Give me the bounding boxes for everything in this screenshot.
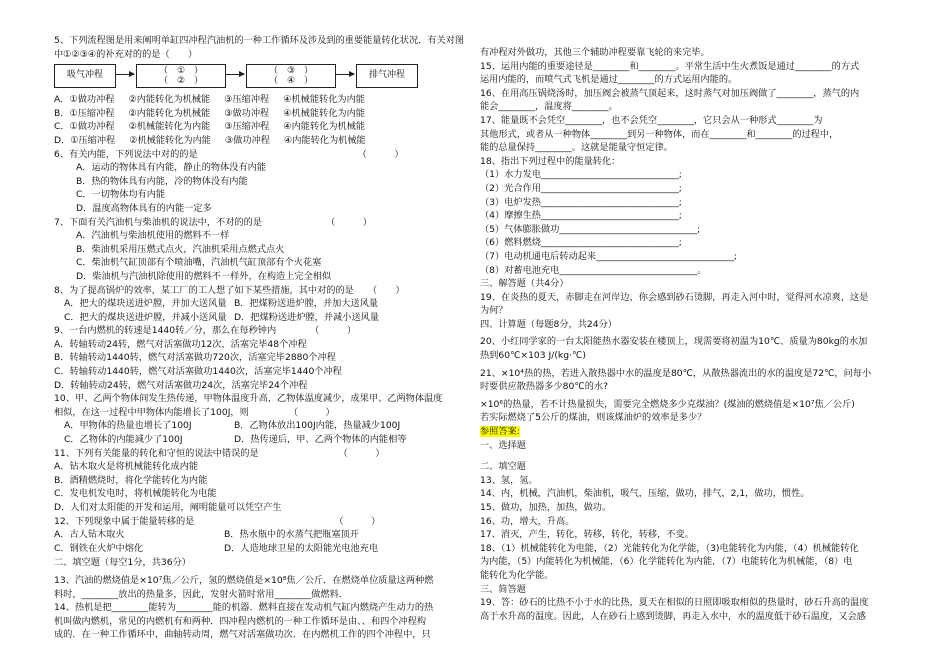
q5b-c4: ④机械能转化为内能 [283,107,365,119]
q11-stem-text: 11、下列有关能量的转化和守恒的说法中错误的是 [54,447,259,459]
q5d-c2: ②机械能转化为内能 [129,134,211,146]
flow-box-exhaust: 排气冲程 [356,64,418,88]
q5-option-b [54,107,468,121]
q10-option-a: A．甲物体的热量也增长了100J [64,420,192,432]
q5a-c2: ②内能转化为机械能 [128,94,211,106]
ans-19-line1: 19、答：砂石的比热不小于水的比热，夏天在相似的日照即吸取相似的热量时，砂石升高的温度 [480,597,869,609]
q7-option-c: C．柴油机气缸顶部有个喷油嘴，汽油机气缸顶部有个火花塞 [76,257,322,269]
q5-stem-line1: 5、下列流程图是用来阐明单缸四冲程汽油机的一种工作循环及涉及到的重要能量转化状况．有关对图中①②③④的补充对的的是（ ） [54,35,465,60]
q18-item-3: （3）电炉发热______________________________; [480,196,682,208]
q6-option-a: A．运动的物体具有内能，静止的物体没有内能 [76,162,267,174]
q17-line3: 能的总量保持________。这就是能量守恒定律。 [480,142,673,154]
q5b-c3: ③做功冲程 [224,107,270,119]
q8-paren: （ ） [367,284,405,296]
answers-label: 参照答案: [480,426,520,438]
q9-option-d: D．转轴转动24转，燃气对活塞做功24次，活塞完毕24个冲程 [54,379,308,391]
q21-line3: ×10⁶的热量，若不计热量损失，需要完全燃烧多少克煤油？(煤油的燃烧值是×10⁷焦／公斤) [480,398,855,410]
q11-stem [54,447,468,461]
q5a-c3: ③压缩冲程 [224,94,270,106]
q10-stem-line1: 10、甲、乙两个物体间发生热传递，甲物体温度升高，乙物体温度减少，成果甲、乙两物体温度 [54,393,443,405]
q7-option-a: A．汽油机与柴油机使用的燃料不一样 [76,230,230,242]
q5d-c3: ③做功冲程 [225,134,270,146]
flow-blank-1: （ ① ） [158,66,204,77]
q8-option-c: C．把大的煤块送进炉膛，并减小送风量 [64,311,227,323]
q20-line1: 20、小红同学家的一台太阳能热水器安装在楼顶上，现需要将初温为10℃、质量为80kg的水加 [480,336,868,348]
flow-arrow-3 [336,74,354,75]
q5c-c4: ④内能转化为机械能 [283,121,366,133]
q7-stem-text: 7、下面有关汽油机与柴油机的说法中，不对的的是 [54,216,262,228]
q6-stem-text: 6、有关内能，下列说法中对的的是 [54,148,198,160]
q8-option-d: D．把煤粉送进炉膛，并减小送风量 [234,311,379,323]
q15-line1: 15、运用内能的重要途径是________和________。平常生活中生火煮饭是通过________的方式 [480,60,860,72]
q5b-c2: ②内能转化为机械能 [128,107,211,119]
q9-paren: （ ） [310,325,357,337]
q10-option-c: C．乙物体的内能减少了100J [64,434,183,446]
q5c-c2: ②机械能转化为内能 [128,121,211,133]
section-fill-in-heading: 二、填空题（每空1分，共36分） [54,557,191,569]
q19-line2: 为何？ [480,305,508,317]
q9-stem-text: 9、一台内燃机的转速是1440转／分，那么在每秒钟内 [54,325,277,337]
q18-item-7: （7）电动机通电后转动起来______________________________; [480,250,738,262]
q12-options-cd [54,542,468,556]
q16-line1: 16、在用高压锅烧汤时，加压阀会被蒸气顶起来，这时蒸气对加压阀做了________，蒸气的内 [480,87,860,99]
q11-paren: （ ） [338,447,385,459]
q12-paren: （ ） [334,515,381,527]
q12-stem-text: 12、下列现象中属于能量转移的是 [54,515,195,527]
q10-option-d: D．热传递后，甲、乙两个物体的内能相等 [234,434,407,446]
q9-stem [54,324,468,338]
q8-option-a: A．把大的煤块送进炉膛，并加大送风量 [64,298,227,310]
ans-15: 15、做功，加热，加热，做功。 [480,502,612,513]
q21-line2: 时要供应散热器多少80℃的水? [480,381,608,393]
q6-option-b: B．热的物体具有内能，冷的物体没有内能 [76,175,248,187]
q12-stem [54,515,468,529]
q18-item-2: （2）光合作用______________________________; [480,182,682,194]
section-answer-heading: 三、解答题（共4分） [480,278,569,290]
q5c-c1: C．①做功冲程 [54,121,115,133]
ans-14: 14、内，机械，汽油机，柴油机，吸气，压缩，做功，排气，2,1，做功，惯性。 [480,488,810,500]
q10-stem2-text: 相似，在这一过程中甲物体内能增长了100J，则 [54,406,249,418]
q10-stem-line2 [54,406,468,420]
q8-options-ab [54,297,468,311]
q11-option-b: B．酒精燃烧时，将化学能转化为内能 [54,474,208,486]
flow-blank-2: （ ② ） [158,76,204,87]
q16-line2: 能会________，温度将________。 [480,101,618,113]
q9-option-b: B．转轴转动1440转，燃气对活塞做功720次，活塞完毕2880个冲程 [54,352,336,364]
q15-line2: 运用内能的，而喷气式飞机是通过________的方式运用内能的。 [480,74,738,86]
flow-box-blank-34 [246,64,336,88]
q18-item-1: （1）水力发电______________________________; [480,169,682,181]
q9-option-c: C．转轴转动1440转，燃气对活塞做功1440次，活塞完毕1440个冲程 [54,366,342,378]
q12-option-a: A．古人钻木取火 [54,529,125,541]
ans-13: 13、氢，氢。 [480,474,538,486]
q5b-c1: B．①压缩冲程 [54,107,115,119]
ans-sec1: 一、选择题 [480,439,526,451]
q10-paren: （ ） [288,406,335,418]
q14-line4: 有冲程对外做功，其他三个辅助冲程要靠飞轮的来完毕。 [480,47,710,58]
left-column [54,34,468,642]
q14-line1: 14、热机是把________能转为________能的机器．燃料直接在发动机气缸内燃烧产生动力的热 [54,602,434,614]
q21-line4: 若实际燃烧了5公斤的煤油，则该煤油炉的效率是多少？ [480,412,707,424]
q18-item-8: （8）对蓄电池充电______________________________。 [480,264,707,276]
q10-options-cd [54,433,468,447]
q8-option-b: B．把煤粉送进炉膛，并加大送风量 [234,298,379,310]
q6-stem [54,148,468,162]
q14-line2: 机叫做内燃机，常见的内燃机有和两种．四冲程内燃机的一种工作循环是由、、和四个冲程构 [54,615,427,627]
q7-paren: （ ） [325,216,372,228]
q5d-c1: D．①压缩冲程 [54,134,116,146]
q13-line2: 料时，________放出的热量多，因此，发射火箭时常用________做燃料． [54,588,348,600]
ans-16: 16、功，增大，升高。 [480,515,575,527]
q8-stem [54,284,468,298]
q13-line1: 13、汽油的燃烧值是×10⁷焦／公斤，氢的燃烧值是×10⁸焦／公斤．在燃烧单位质量这两种燃 [54,574,434,586]
q7-option-b: B．柴油机采用压燃式点火，汽油机采用点燃式点火 [76,243,285,255]
q12-option-d: D．人造地球卫星的太阳能光电池充电 [224,542,379,554]
q10-option-b: B．乙物体放出100J内能，热量减少100J [234,420,401,432]
q7-option-d: D．柴油机与汽油机除使用的燃料不一样外，在构造上完全相似 [76,270,332,282]
q20-line2: 热到60℃×103 J/(kg·℃) [480,350,586,362]
right-column [480,46,898,623]
q6-option-c: C．一切物体均有内能 [76,189,166,201]
flow-blank-4: （ ④ ） [268,76,314,87]
q8-stem-text: 8、为了提高锅炉的效率，某工厂的工人想了如下某些措施，其中对的的是 [54,284,354,296]
q8-options-cd [54,311,468,325]
ans-18-line1: 18、（1）机械能转化为电能，（2）光能转化为化学能，（3)电能转化为内能，（4）机械能转化 [480,542,859,554]
ans-19-line2: 高于水升高的温度。因此，人在砂石上感到烫脚，再走入水中，水的温度低于砂石温度，又会感 [480,610,866,622]
q21-line1: 21、×10⁴热的热，若进入散热器中水的温度是80℃，从散热器流出的水的温度是72℃，问每小 [480,367,872,379]
flow-arrow-2 [226,74,244,75]
q5c-c3: ③压缩冲程 [224,121,270,133]
q18-item-5: （5）气体膨胀做功______________________________; [480,223,701,235]
q12-options-ab [54,528,468,542]
ans-sec3: 三、简答题 [480,583,526,595]
q18-item-6: （6）燃料燃烧______________________________; [480,237,682,249]
q17-line1: 17、能量既不会凭空________，也不会凭空________，它只会从一种形式________为 [480,114,823,126]
q19-line1: 19、在炎热的夏天，赤脚走在河岸边，你会感到砂石烫脚，再走入河中时，觉得河水凉爽，这是 [480,291,869,303]
q6-option-d: D．温度高物体具有的内能一定多 [76,202,212,214]
flow-arrow-1 [116,74,134,75]
q5-flowchart [54,62,468,90]
q6-paren: （ ） [357,148,404,160]
ans-18-line2: 为内能，（5）内能转化为机械能，（6）化学能转化为内能，（7）电能转化为机械能，（8）电 [480,556,853,568]
q12-option-b: B．热水瓶中的水蒸气把瓶塞顶开 [224,529,359,541]
q14-line3: 成的．在一种工作循环中，曲轴转动周，燃气对活塞做功次．在内燃机工作的四个冲程中，只 [54,629,431,641]
q5-option-c [54,120,468,134]
flow-box-intake: 吸气冲程 [54,64,116,88]
q18-stem: 18、指出下列过程中的能量转化： [480,155,621,167]
flow-box-blank-12 [136,64,226,88]
q11-option-c: C．发电机发电时，将机械能转化为电能 [54,488,217,500]
q18-item-4: （4）摩擦生热______________________________; [480,210,682,222]
q10-options-ab [54,419,468,433]
ans-sec2: 二、填空题 [480,461,526,473]
q5-option-a [54,93,468,107]
flow-blank-3: （ ③ ） [268,66,314,77]
q5d-c4: ④内能转化为机械能 [284,134,366,146]
q5a-c4: ④机械能转化为内能 [283,94,365,106]
q7-stem [54,216,468,230]
q11-option-a: A．钻木取火是将机械能转化成内能 [54,461,199,473]
q12-option-c: C．钢铁在火炉中熔化 [54,542,144,554]
ans-18-line3: 能转化为化学能。 [480,569,554,581]
q9-option-a: A．转轴转动24转，燃气对活塞做功12次，活塞完毕48个冲程 [54,338,307,350]
ans-17: 17、消灭，产生，转化，转移，转化，转移，不变。 [480,529,694,541]
section-calc-heading: 四、计算题（每题8分，共24分） [480,318,617,330]
q17-line2: 其他形式，或者从一种物体________到另一种物体，而在________和________的过程中， [480,128,839,140]
q11-option-d: D．人们对太阳能的开发和运用，阐明能量可以凭空产生 [54,502,282,513]
q5-option-d [54,134,468,148]
q5a-c1: A．①做功冲程 [54,94,115,106]
